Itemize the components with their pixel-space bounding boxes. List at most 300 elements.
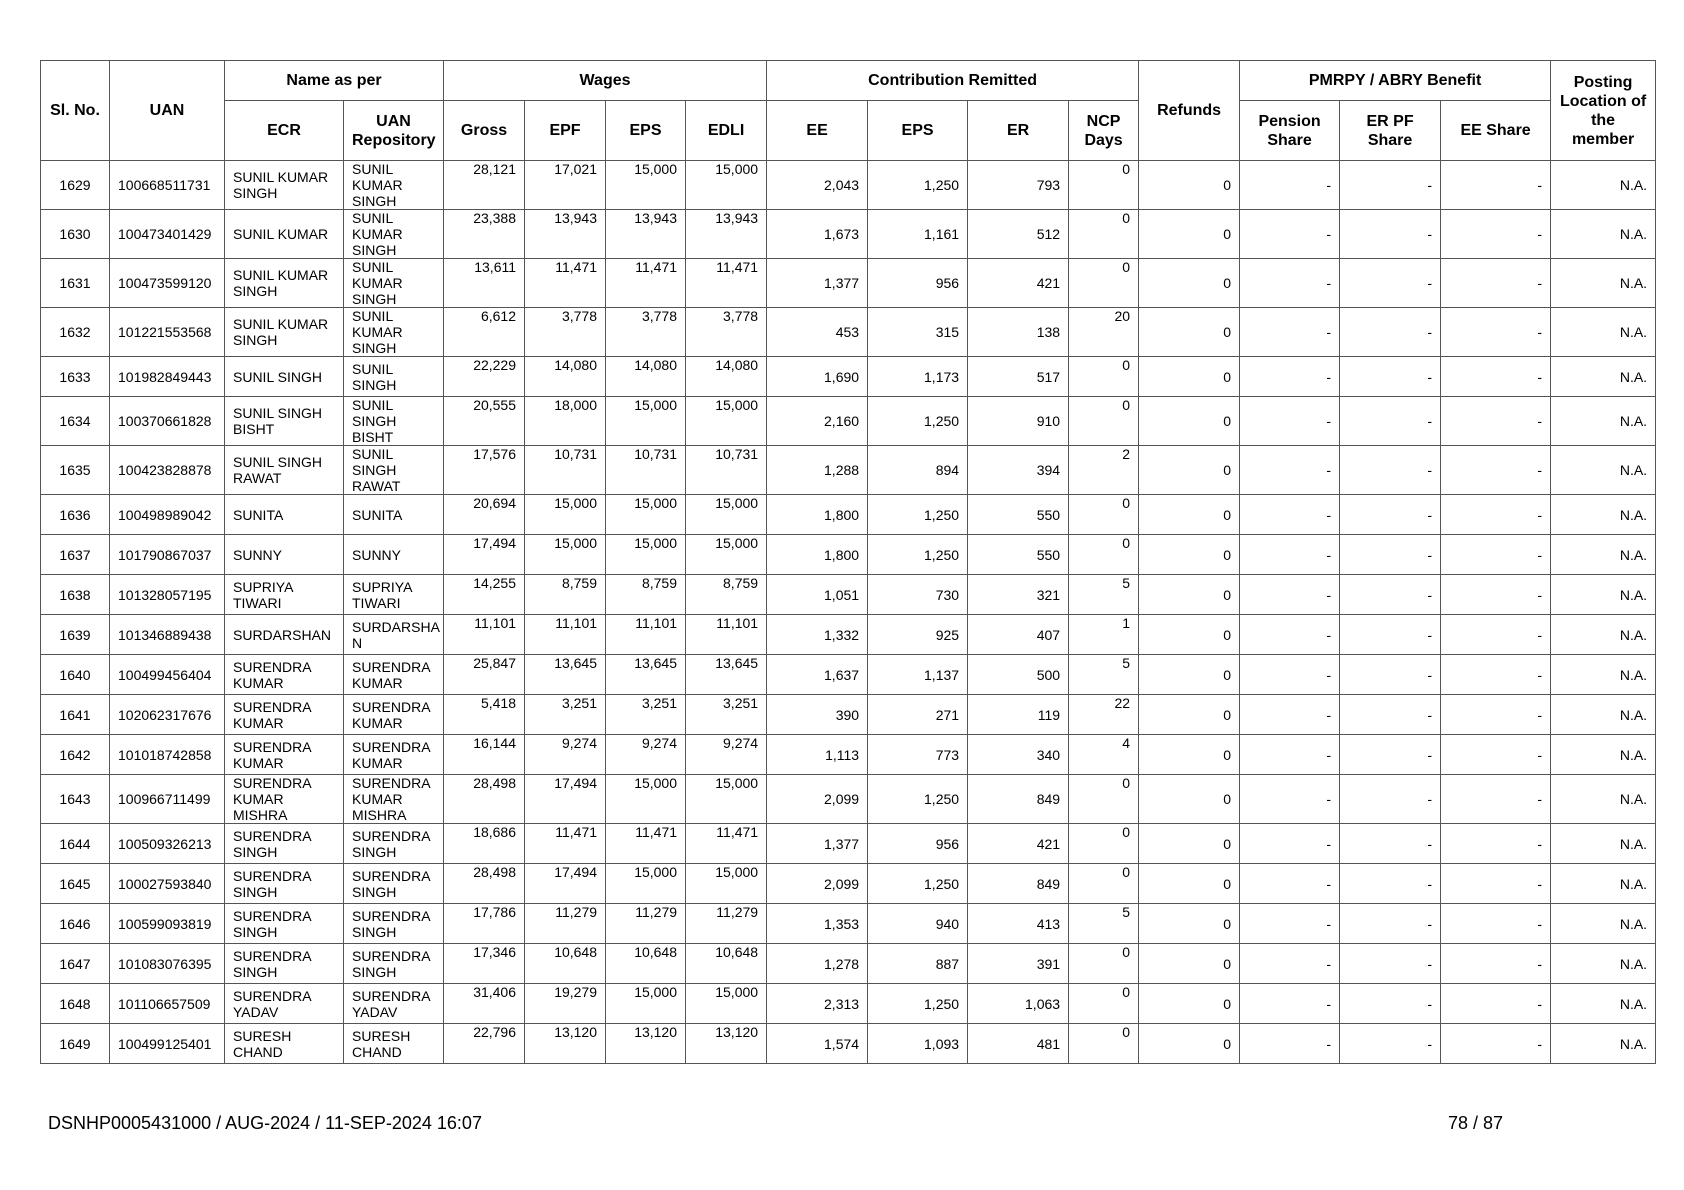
cell-er: 421: [968, 824, 1069, 864]
cell-sl-no: 1641: [41, 695, 110, 735]
cell-ee-share: -: [1441, 984, 1551, 1024]
cell-eps-contribution: 1,250: [868, 397, 968, 446]
cell-er-pf-share: -: [1340, 259, 1441, 308]
cell-uan: 100498989042: [110, 495, 225, 535]
cell-pension-share: -: [1240, 357, 1340, 397]
cell-er: 138: [968, 308, 1069, 357]
cell-sl-no: 1644: [41, 824, 110, 864]
cell-er: 119: [968, 695, 1069, 735]
cell-ee-share: -: [1441, 495, 1551, 535]
cell-ee-share: -: [1441, 615, 1551, 655]
cell-ncp-days: 0: [1069, 397, 1139, 446]
cell-ee-share: -: [1441, 446, 1551, 495]
cell-posting-location: N.A.: [1551, 944, 1656, 984]
cell-eps-contribution: 956: [868, 259, 968, 308]
cell-refunds: 0: [1139, 575, 1240, 615]
header-ee-share: EE Share: [1441, 101, 1551, 161]
cell-posting-location: N.A.: [1551, 575, 1656, 615]
cell-ee-share: -: [1441, 904, 1551, 944]
cell-er: 413: [968, 904, 1069, 944]
cell-ee: 2,043: [767, 161, 868, 210]
contribution-table: [40, 60, 1656, 1064]
cell-er: 793: [968, 161, 1069, 210]
cell-er: 340: [968, 735, 1069, 775]
cell-er-pf-share: -: [1340, 735, 1441, 775]
cell-eps-wages: 10,648: [606, 944, 686, 984]
table-row: [41, 775, 1656, 824]
cell-eps-contribution: 1,250: [868, 984, 968, 1024]
cell-eps-contribution: 1,161: [868, 210, 968, 259]
cell-ecr-name: SURDARSHAN: [225, 615, 344, 655]
cell-epf: 3,778: [525, 308, 606, 357]
cell-edli: 15,000: [686, 775, 767, 824]
cell-posting-location: N.A.: [1551, 824, 1656, 864]
header-gross: Gross: [444, 101, 525, 161]
cell-uan-repository-name: SUPRIYA TIWARI: [344, 575, 444, 615]
cell-refunds: 0: [1139, 904, 1240, 944]
cell-ecr-name: SURENDRA YADAV: [225, 984, 344, 1024]
cell-gross: 17,494: [444, 535, 525, 575]
cell-eps-wages: 13,645: [606, 655, 686, 695]
cell-er: 407: [968, 615, 1069, 655]
cell-uan-repository-name: SURENDRA KUMAR MISHRA: [344, 775, 444, 824]
cell-ncp-days: 5: [1069, 655, 1139, 695]
cell-sl-no: 1629: [41, 161, 110, 210]
table-row: [41, 535, 1656, 575]
cell-refunds: 0: [1139, 308, 1240, 357]
cell-ee-share: -: [1441, 308, 1551, 357]
cell-eps-contribution: 315: [868, 308, 968, 357]
cell-eps-wages: 3,251: [606, 695, 686, 735]
cell-gross: 17,346: [444, 944, 525, 984]
cell-ecr-name: SURENDRA KUMAR: [225, 695, 344, 735]
cell-ee-share: -: [1441, 575, 1551, 615]
cell-er-pf-share: -: [1340, 495, 1441, 535]
header-contribution-remitted: Contribution Remitted: [767, 61, 1139, 101]
cell-ecr-name: SUNNY: [225, 535, 344, 575]
cell-er: 1,063: [968, 984, 1069, 1024]
cell-ee: 1,377: [767, 824, 868, 864]
cell-posting-location: N.A.: [1551, 1024, 1656, 1064]
cell-pension-share: -: [1240, 695, 1340, 735]
cell-refunds: 0: [1139, 695, 1240, 735]
cell-ncp-days: 0: [1069, 357, 1139, 397]
header-ncp-days: NCP Days: [1069, 101, 1139, 161]
cell-uan-repository-name: SURESH CHAND: [344, 1024, 444, 1064]
cell-epf: 11,471: [525, 259, 606, 308]
cell-uan: 100473401429: [110, 210, 225, 259]
cell-posting-location: N.A.: [1551, 615, 1656, 655]
cell-pension-share: -: [1240, 535, 1340, 575]
cell-uan-repository-name: SURDARSHA N: [344, 615, 444, 655]
table-row: [41, 735, 1656, 775]
cell-uan-repository-name: SUNIL KUMAR SINGH: [344, 210, 444, 259]
cell-eps-wages: 3,778: [606, 308, 686, 357]
cell-uan: 100599093819: [110, 904, 225, 944]
cell-ecr-name: SUNIL KUMAR SINGH: [225, 308, 344, 357]
cell-refunds: 0: [1139, 984, 1240, 1024]
cell-eps-contribution: 1,250: [868, 495, 968, 535]
cell-eps-contribution: 1,250: [868, 161, 968, 210]
cell-eps-wages: 11,101: [606, 615, 686, 655]
cell-er: 849: [968, 775, 1069, 824]
cell-uan: 101790867037: [110, 535, 225, 575]
cell-uan-repository-name: SUNIL SINGH: [344, 357, 444, 397]
table-row: [41, 904, 1656, 944]
cell-er-pf-share: -: [1340, 824, 1441, 864]
cell-ee: 1,278: [767, 944, 868, 984]
cell-eps-wages: 13,943: [606, 210, 686, 259]
cell-er: 481: [968, 1024, 1069, 1064]
cell-ecr-name: SUNITA: [225, 495, 344, 535]
cell-pension-share: -: [1240, 446, 1340, 495]
cell-eps-contribution: 1,250: [868, 864, 968, 904]
cell-refunds: 0: [1139, 357, 1240, 397]
cell-gross: 17,576: [444, 446, 525, 495]
cell-er-pf-share: -: [1340, 944, 1441, 984]
cell-uan: 100499125401: [110, 1024, 225, 1064]
cell-sl-no: 1630: [41, 210, 110, 259]
cell-ecr-name: SUNIL KUMAR SINGH: [225, 161, 344, 210]
cell-pension-share: -: [1240, 397, 1340, 446]
cell-refunds: 0: [1139, 397, 1240, 446]
cell-posting-location: N.A.: [1551, 259, 1656, 308]
cell-ee-share: -: [1441, 944, 1551, 984]
cell-ecr-name: SUNIL SINGH RAWAT: [225, 446, 344, 495]
cell-uan: 101328057195: [110, 575, 225, 615]
cell-ecr-name: SURENDRA SINGH: [225, 864, 344, 904]
cell-er: 550: [968, 535, 1069, 575]
cell-pension-share: -: [1240, 655, 1340, 695]
cell-epf: 9,274: [525, 735, 606, 775]
cell-eps-contribution: 1,250: [868, 535, 968, 575]
cell-eps-contribution: 730: [868, 575, 968, 615]
cell-gross: 28,498: [444, 864, 525, 904]
table-row: [41, 308, 1656, 357]
table-row: [41, 210, 1656, 259]
cell-ncp-days: 1: [1069, 615, 1139, 655]
cell-edli: 11,471: [686, 259, 767, 308]
table-row: [41, 446, 1656, 495]
cell-sl-no: 1631: [41, 259, 110, 308]
cell-epf: 3,251: [525, 695, 606, 735]
cell-uan-repository-name: SUNIL SINGH RAWAT: [344, 446, 444, 495]
table-row: [41, 824, 1656, 864]
cell-eps-contribution: 1,250: [868, 775, 968, 824]
cell-refunds: 0: [1139, 535, 1240, 575]
cell-sl-no: 1634: [41, 397, 110, 446]
header-refunds: Refunds: [1139, 61, 1240, 161]
header-ecr: ECR: [225, 101, 344, 161]
cell-uan-repository-name: SURENDRA SINGH: [344, 824, 444, 864]
cell-sl-no: 1636: [41, 495, 110, 535]
cell-uan-repository-name: SUNIL KUMAR SINGH: [344, 259, 444, 308]
cell-gross: 28,498: [444, 775, 525, 824]
cell-edli: 15,000: [686, 161, 767, 210]
table-header: [41, 61, 1656, 161]
cell-ncp-days: 0: [1069, 984, 1139, 1024]
cell-ecr-name: SURESH CHAND: [225, 1024, 344, 1064]
cell-gross: 17,786: [444, 904, 525, 944]
cell-ncp-days: 4: [1069, 735, 1139, 775]
header-ee: EE: [767, 101, 868, 161]
cell-uan: 102062317676: [110, 695, 225, 735]
cell-refunds: 0: [1139, 944, 1240, 984]
cell-ee: 1,332: [767, 615, 868, 655]
cell-uan-repository-name: SURENDRA SINGH: [344, 864, 444, 904]
cell-ncp-days: 0: [1069, 259, 1139, 308]
cell-er: 394: [968, 446, 1069, 495]
cell-gross: 18,686: [444, 824, 525, 864]
cell-eps-contribution: 940: [868, 904, 968, 944]
cell-uan: 100370661828: [110, 397, 225, 446]
cell-er-pf-share: -: [1340, 308, 1441, 357]
cell-uan-repository-name: SUNNY: [344, 535, 444, 575]
cell-posting-location: N.A.: [1551, 357, 1656, 397]
cell-pension-share: -: [1240, 308, 1340, 357]
cell-refunds: 0: [1139, 259, 1240, 308]
cell-epf: 15,000: [525, 535, 606, 575]
cell-refunds: 0: [1139, 446, 1240, 495]
cell-pension-share: -: [1240, 575, 1340, 615]
cell-epf: 11,279: [525, 904, 606, 944]
cell-refunds: 0: [1139, 615, 1240, 655]
cell-gross: 11,101: [444, 615, 525, 655]
cell-ee-share: -: [1441, 1024, 1551, 1064]
cell-uan-repository-name: SUNIL KUMAR SINGH: [344, 308, 444, 357]
cell-ee: 2,099: [767, 775, 868, 824]
cell-uan-repository-name: SURENDRA KUMAR: [344, 735, 444, 775]
cell-ncp-days: 0: [1069, 944, 1139, 984]
cell-ncp-days: 5: [1069, 904, 1139, 944]
cell-gross: 23,388: [444, 210, 525, 259]
cell-eps-wages: 14,080: [606, 357, 686, 397]
cell-posting-location: N.A.: [1551, 655, 1656, 695]
cell-er-pf-share: -: [1340, 904, 1441, 944]
cell-edli: 13,120: [686, 1024, 767, 1064]
cell-ecr-name: SUNIL SINGH: [225, 357, 344, 397]
cell-ee-share: -: [1441, 695, 1551, 735]
table-row: [41, 575, 1656, 615]
cell-ee: 1,051: [767, 575, 868, 615]
table-row: [41, 161, 1656, 210]
cell-er-pf-share: -: [1340, 397, 1441, 446]
cell-posting-location: N.A.: [1551, 735, 1656, 775]
cell-posting-location: N.A.: [1551, 775, 1656, 824]
cell-sl-no: 1635: [41, 446, 110, 495]
header-sl-no: Sl. No.: [41, 61, 110, 161]
cell-refunds: 0: [1139, 864, 1240, 904]
cell-gross: 14,255: [444, 575, 525, 615]
cell-uan: 100966711499: [110, 775, 225, 824]
cell-er: 550: [968, 495, 1069, 535]
cell-sl-no: 1633: [41, 357, 110, 397]
cell-edli: 3,778: [686, 308, 767, 357]
cell-eps-contribution: 956: [868, 824, 968, 864]
cell-eps-wages: 15,000: [606, 161, 686, 210]
cell-gross: 20,694: [444, 495, 525, 535]
cell-epf: 19,279: [525, 984, 606, 1024]
cell-eps-contribution: 1,093: [868, 1024, 968, 1064]
header-wages: Wages: [444, 61, 767, 101]
cell-ee: 453: [767, 308, 868, 357]
cell-ncp-days: 0: [1069, 535, 1139, 575]
cell-ee-share: -: [1441, 357, 1551, 397]
cell-ee-share: -: [1441, 210, 1551, 259]
cell-sl-no: 1642: [41, 735, 110, 775]
cell-ecr-name: SUNIL SINGH BISHT: [225, 397, 344, 446]
table-row: [41, 615, 1656, 655]
cell-er-pf-share: -: [1340, 864, 1441, 904]
cell-edli: 11,471: [686, 824, 767, 864]
cell-pension-share: -: [1240, 210, 1340, 259]
header-pmrpy-abry: PMRPY / ABRY Benefit: [1240, 61, 1551, 101]
cell-eps-contribution: 1,137: [868, 655, 968, 695]
cell-sl-no: 1637: [41, 535, 110, 575]
cell-ncp-days: 0: [1069, 161, 1139, 210]
cell-eps-wages: 15,000: [606, 535, 686, 575]
cell-epf: 18,000: [525, 397, 606, 446]
table-row: [41, 944, 1656, 984]
cell-gross: 31,406: [444, 984, 525, 1024]
cell-ncp-days: 0: [1069, 1024, 1139, 1064]
cell-epf: 15,000: [525, 495, 606, 535]
cell-er: 500: [968, 655, 1069, 695]
header-posting-location: Posting Location of the member: [1551, 61, 1656, 161]
cell-posting-location: N.A.: [1551, 161, 1656, 210]
cell-er-pf-share: -: [1340, 535, 1441, 575]
cell-uan: 101018742858: [110, 735, 225, 775]
cell-ee-share: -: [1441, 775, 1551, 824]
cell-sl-no: 1643: [41, 775, 110, 824]
cell-er: 910: [968, 397, 1069, 446]
cell-uan: 100423828878: [110, 446, 225, 495]
cell-ecr-name: SURENDRA KUMAR MISHRA: [225, 775, 344, 824]
cell-edli: 14,080: [686, 357, 767, 397]
header-er-pf-share: ER PF Share: [1340, 101, 1441, 161]
cell-posting-location: N.A.: [1551, 446, 1656, 495]
cell-uan-repository-name: SUNITA: [344, 495, 444, 535]
cell-ncp-days: 5: [1069, 575, 1139, 615]
cell-er-pf-share: -: [1340, 984, 1441, 1024]
cell-eps-wages: 15,000: [606, 864, 686, 904]
cell-ncp-days: 0: [1069, 210, 1139, 259]
cell-eps-wages: 15,000: [606, 495, 686, 535]
cell-uan: 100027593840: [110, 864, 225, 904]
cell-epf: 10,731: [525, 446, 606, 495]
table-row: [41, 655, 1656, 695]
cell-gross: 13,611: [444, 259, 525, 308]
cell-ncp-days: 0: [1069, 864, 1139, 904]
cell-er: 517: [968, 357, 1069, 397]
cell-edli: 10,731: [686, 446, 767, 495]
cell-er-pf-share: -: [1340, 575, 1441, 615]
cell-edli: 11,101: [686, 615, 767, 655]
cell-pension-share: -: [1240, 984, 1340, 1024]
cell-gross: 22,229: [444, 357, 525, 397]
cell-refunds: 0: [1139, 655, 1240, 695]
cell-gross: 16,144: [444, 735, 525, 775]
cell-er-pf-share: -: [1340, 357, 1441, 397]
table-body: [41, 161, 1656, 1064]
cell-epf: 10,648: [525, 944, 606, 984]
cell-refunds: 0: [1139, 824, 1240, 864]
cell-ee: 1,113: [767, 735, 868, 775]
cell-uan: 100668511731: [110, 161, 225, 210]
cell-uan-repository-name: SURENDRA YADAV: [344, 984, 444, 1024]
cell-posting-location: N.A.: [1551, 695, 1656, 735]
cell-sl-no: 1648: [41, 984, 110, 1024]
cell-ecr-name: SUPRIYA TIWARI: [225, 575, 344, 615]
cell-sl-no: 1646: [41, 904, 110, 944]
cell-pension-share: -: [1240, 161, 1340, 210]
cell-ee: 1,800: [767, 535, 868, 575]
cell-sl-no: 1638: [41, 575, 110, 615]
cell-sl-no: 1632: [41, 308, 110, 357]
cell-ecr-name: SURENDRA SINGH: [225, 904, 344, 944]
cell-edli: 10,648: [686, 944, 767, 984]
cell-ee-share: -: [1441, 824, 1551, 864]
cell-refunds: 0: [1139, 775, 1240, 824]
cell-ecr-name: SURENDRA KUMAR: [225, 655, 344, 695]
cell-edli: 3,251: [686, 695, 767, 735]
cell-pension-share: -: [1240, 259, 1340, 308]
cell-edli: 13,645: [686, 655, 767, 695]
cell-ee-share: -: [1441, 535, 1551, 575]
cell-eps-contribution: 925: [868, 615, 968, 655]
cell-eps-contribution: 887: [868, 944, 968, 984]
cell-sl-no: 1639: [41, 615, 110, 655]
cell-epf: 13,943: [525, 210, 606, 259]
cell-edli: 15,000: [686, 495, 767, 535]
cell-ee: 1,637: [767, 655, 868, 695]
cell-gross: 22,796: [444, 1024, 525, 1064]
cell-ncp-days: 20: [1069, 308, 1139, 357]
cell-ee: 2,160: [767, 397, 868, 446]
cell-pension-share: -: [1240, 904, 1340, 944]
cell-uan: 101982849443: [110, 357, 225, 397]
cell-er-pf-share: -: [1340, 775, 1441, 824]
cell-pension-share: -: [1240, 1024, 1340, 1064]
cell-ee: 1,800: [767, 495, 868, 535]
table-row: [41, 695, 1656, 735]
header-uan-repository: UAN Repository: [344, 101, 444, 161]
cell-posting-location: N.A.: [1551, 904, 1656, 944]
cell-edli: 15,000: [686, 864, 767, 904]
cell-ncp-days: 22: [1069, 695, 1139, 735]
cell-eps-wages: 15,000: [606, 984, 686, 1024]
cell-er-pf-share: -: [1340, 1024, 1441, 1064]
cell-er-pf-share: -: [1340, 615, 1441, 655]
cell-uan-repository-name: SUNIL KUMAR SINGH: [344, 161, 444, 210]
cell-edli: 11,279: [686, 904, 767, 944]
cell-uan-repository-name: SURENDRA SINGH: [344, 944, 444, 984]
cell-sl-no: 1645: [41, 864, 110, 904]
cell-gross: 28,121: [444, 161, 525, 210]
cell-ecr-name: SURENDRA SINGH: [225, 824, 344, 864]
cell-er-pf-share: -: [1340, 446, 1441, 495]
cell-uan: 101346889438: [110, 615, 225, 655]
header-epf: EPF: [525, 101, 606, 161]
cell-ecr-name: SUNIL KUMAR: [225, 210, 344, 259]
footer-document-reference: DSNHP0005431000 / AUG-2024 / 11-SEP-2024 16:07: [48, 1113, 482, 1133]
cell-refunds: 0: [1139, 1024, 1240, 1064]
footer-page-number: 78 / 87: [1448, 1113, 1504, 1133]
cell-posting-location: N.A.: [1551, 210, 1656, 259]
cell-epf: 17,494: [525, 775, 606, 824]
cell-ee-share: -: [1441, 397, 1551, 446]
cell-epf: 8,759: [525, 575, 606, 615]
